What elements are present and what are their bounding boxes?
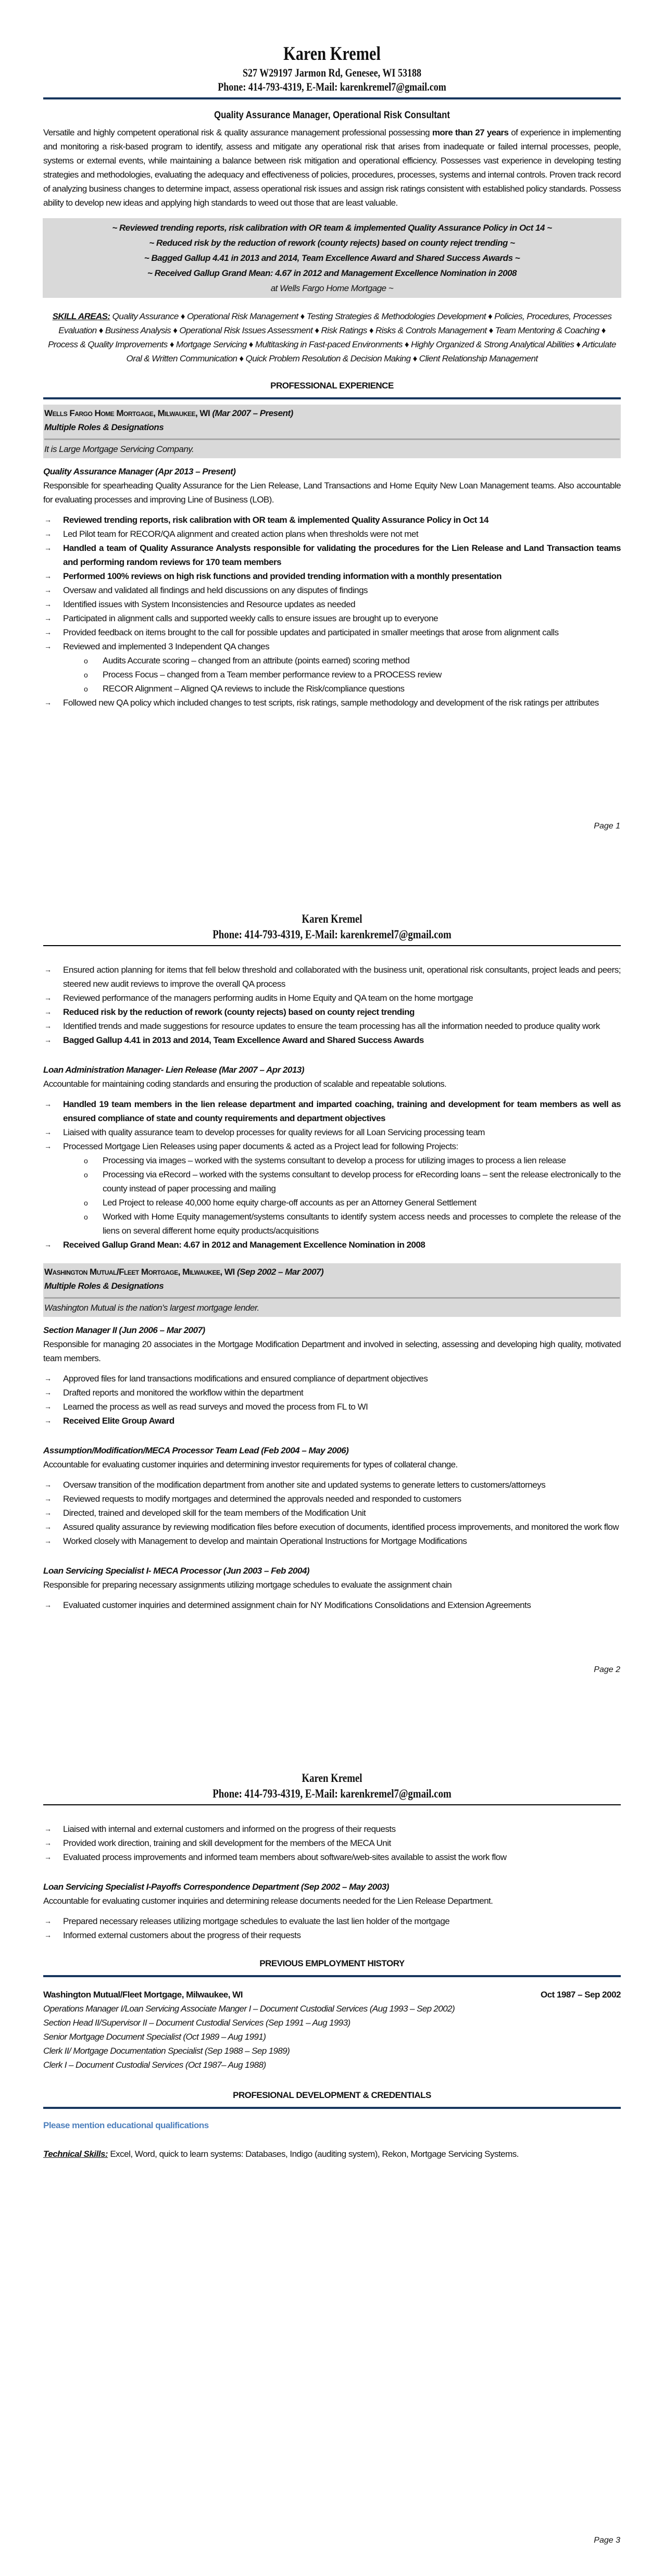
arrow-bullet-icon: → xyxy=(44,1402,52,1411)
bullet-item xyxy=(43,1414,621,1428)
bullet-item xyxy=(43,991,621,1005)
previous-role: Clerk I – Document Custodial Services (Oct 1987– Aug 1988) xyxy=(43,2060,266,2070)
bullet-item xyxy=(43,541,621,569)
arrow-bullet-icon: → xyxy=(44,1494,52,1503)
bullet-text: Informed external customers about the progress of their requests xyxy=(63,1930,301,1940)
bullet-text: Provided feedback on items brought to the call for possible updates and participated in smaller meetings that arose from alignment calls xyxy=(63,627,559,637)
candidate-name: Karen Kremel xyxy=(283,43,381,65)
arrow-bullet-icon: → xyxy=(44,544,52,552)
company-dates: (Mar 2007 – Present) xyxy=(212,408,293,418)
section-heading-previous: PREVIOUS EMPLOYMENT HISTORY xyxy=(259,1958,405,1968)
bullet-item xyxy=(43,597,621,611)
summary-paragraph xyxy=(43,125,621,210)
bullet-item xyxy=(43,1097,621,1125)
bullet-item xyxy=(43,1238,621,1252)
section-rule xyxy=(43,1975,621,1977)
company-name-text: Wells Fargo Home Mortgage, Milwaukee, WI xyxy=(44,408,210,418)
arrow-bullet-icon: → xyxy=(44,586,52,594)
bullet-text: Reviewed and implemented 3 Independent QA changes xyxy=(63,642,270,651)
page-number: Page 3 xyxy=(594,2536,620,2545)
section-rule xyxy=(43,397,621,399)
arrow-bullet-icon: → xyxy=(44,1537,52,1545)
page-3 xyxy=(0,1718,664,2576)
sub-bullet-item xyxy=(83,1210,621,1238)
bullet-text: Led Pilot team for RECOR/QA alignment and created action plans when thresholds were not met xyxy=(63,529,419,539)
arrow-bullet-icon: → xyxy=(44,1416,52,1425)
bullet-item xyxy=(43,569,621,583)
role-title: Quality Assurance Manager (Apr 2013 – Present) xyxy=(43,467,236,476)
bullet-text: Bagged Gallup 4.41 in 2013 and 2014, Team Excellence Award and Shared Success Awards xyxy=(63,1035,424,1045)
bullet-item xyxy=(43,1492,621,1506)
bullet-text: Approved files for land transactions modifications and ensured compliance of department objectives xyxy=(63,1374,428,1384)
bullet-item xyxy=(43,1386,621,1400)
bullet-item xyxy=(43,625,621,639)
highlight-item: ~ Bagged Gallup 4.41 in 2013 and 2014, Team Excellence Award and Shared Success Awards ~ xyxy=(144,253,520,263)
bullet-text: Provided work direction, training and skill development for the members of the MECA Unit xyxy=(63,1838,391,1848)
arrow-bullet-icon: → xyxy=(44,1839,52,1847)
highlight-tail: at Wells Fargo Home Mortgage ~ xyxy=(270,283,394,293)
section-rule xyxy=(43,2107,621,2109)
bullet-text: Drafted reports and monitored the workflow within the department xyxy=(63,1388,304,1398)
arrow-bullet-icon: → xyxy=(44,1008,52,1016)
bullet-text: Reviewed requests to modify mortgages and determined the approvals needed and responded to customers xyxy=(63,1494,461,1504)
bullet-item xyxy=(43,1850,621,1864)
sub-bullet-text: Worked with Home Equity management/systems consultants to identify system access needs and processes to complete the release of the liens on several different home equity products/acquisitions xyxy=(103,1212,621,1236)
bullet-list xyxy=(43,963,621,1047)
company-divider xyxy=(44,438,620,440)
bullet-item xyxy=(43,611,621,625)
arrow-bullet-icon: → xyxy=(44,1917,52,1925)
bullet-item xyxy=(43,1033,621,1047)
arrow-bullet-icon: → xyxy=(44,965,52,974)
bullet-text: Ensured action planning for items that fell below threshold and collaborated with the business unit, operational risk consultants, project leads and peers; steered new audit reviews to improve the overall QA process xyxy=(63,965,621,989)
summary-bold: more than 27 years xyxy=(432,128,509,137)
previous-employer-name: Washington Mutual/Fleet Mortgage, Milwaukee, WI xyxy=(43,1990,243,2000)
circle-bullet-icon: o xyxy=(84,671,88,679)
bullet-item xyxy=(43,1534,621,1548)
running-header-rule xyxy=(43,1804,621,1805)
bullet-list xyxy=(43,1372,621,1428)
sub-bullet-text: Led Project to release 40,000 home equity charge-off accounts as per an Attorney General Settlement xyxy=(103,1198,477,1208)
bullet-item xyxy=(43,1520,621,1534)
bullet-text: Evaluated customer inquiries and determined assignment chain for NY Modifications Consolidations and Extension Agreements xyxy=(63,1600,531,1610)
circle-bullet-icon: o xyxy=(84,685,88,693)
role-description: Responsible for preparing necessary assignments utilizing mortgage schedules to evaluate the assignment chain xyxy=(43,1580,452,1590)
bullet-text: Reduced risk by the reduction of rework (county rejects) based on county reject trending xyxy=(63,1007,415,1017)
sub-bullet-list xyxy=(63,1153,621,1238)
arrow-bullet-icon: → xyxy=(44,698,52,707)
bullet-text: Followed new QA policy which included changes to test scripts, risk ratings, sample methodology and development of the risk ratings per attributes xyxy=(63,698,599,708)
sub-bullet-item xyxy=(83,1167,621,1196)
highlight-item: ~ Received Gallup Grand Mean: 4.67 in 2012 and Management Excellence Nomination in 2008 xyxy=(147,268,517,278)
bullet-text: Received Gallup Grand Mean: 4.67 in 2012 and Management Excellence Nomination in 2008 xyxy=(63,1240,425,1250)
bullet-text: Liaised with internal and external customers and informed on the progress of their requests xyxy=(63,1824,396,1834)
bullet-list xyxy=(43,1478,621,1548)
bullet-item xyxy=(43,583,621,597)
sub-bullet-text: Processing via images – worked with the systems consultant to develop a process for utilizing images to process a lien release xyxy=(103,1155,566,1165)
arrow-bullet-icon: → xyxy=(44,1240,52,1249)
arrow-bullet-icon: → xyxy=(44,1022,52,1030)
arrow-bullet-icon: → xyxy=(44,628,52,636)
sub-bullet-text: Process Focus – changed from a Team member performance review to a PROCESS review xyxy=(103,670,442,680)
arrow-bullet-icon: → xyxy=(44,614,52,622)
company-subtitle: Multiple Roles & Designations xyxy=(44,1281,164,1291)
bullet-item xyxy=(43,1400,621,1414)
company-subtitle: Multiple Roles & Designations xyxy=(44,422,164,432)
candidate-address: S27 W29197 Jarmon Rd, Genesee, WI 53188 xyxy=(242,66,422,79)
arrow-bullet-icon: → xyxy=(44,642,52,650)
bullet-text: Identified issues with System Inconsistencies and Resource updates as needed xyxy=(63,599,356,609)
running-header-rule xyxy=(43,945,621,946)
bullet-text: Prepared necessary releases utilizing mortgage schedules to evaluate the last lien holder of the mortgage xyxy=(63,1916,450,1926)
skill-areas-label: SKILL AREAS: xyxy=(52,311,110,321)
role-description: Responsible for managing 20 associates in the Mortgage Modification Department and involved in selecting, assessing and developing high quality, motivated team members. xyxy=(43,1339,621,1363)
circle-bullet-icon: o xyxy=(84,1171,88,1179)
role-title: Assumption/Modification/MECA Processor Team Lead (Feb 2004 – May 2006) xyxy=(43,1446,349,1455)
company-description: Washington Mutual is the nation's largest mortgage lender. xyxy=(44,1303,259,1313)
previous-employer-dates: Oct 1987 – Sep 2002 xyxy=(540,1990,621,2000)
highlight-item: ~ Reduced risk by the reduction of rework (county rejects) based on county reject trending ~ xyxy=(149,238,515,248)
role-description: Accountable for evaluating customer inquiries and determining release documents needed for the Lien Release Department. xyxy=(43,1896,493,1906)
sub-bullet-text: Audits Accurate scoring – changed from an attribute (points earned) scoring method xyxy=(103,656,410,665)
sub-bullet-item xyxy=(83,1196,621,1210)
sub-bullet-text: RECOR Alignment – Aligned QA reviews to include the Risk/compliance questions xyxy=(103,684,405,694)
bullet-item xyxy=(43,1019,621,1033)
arrow-bullet-icon: → xyxy=(44,1931,52,1939)
bullet-text: Assured quality assurance by reviewing modification files before execution of documents, identified process improvements, and monitored the work flow xyxy=(63,1522,619,1532)
bullet-text: Oversaw and validated all findings and held discussions on any disputes of findings xyxy=(63,585,368,595)
bullet-list xyxy=(43,1097,621,1252)
highlights-box xyxy=(43,218,621,298)
bullet-item xyxy=(43,1478,621,1492)
role-description: Accountable for maintaining coding standards and ensuring the production of scalable and repeatable solutions. xyxy=(43,1079,447,1089)
company-box-wells-fargo xyxy=(43,405,621,458)
bullet-text: Oversaw transition of the modification department from another site and updated systems to generate letters to customers/attorneys xyxy=(63,1480,546,1490)
bullet-text: Learned the process as well as read surveys and moved the process from FL to WI xyxy=(63,1402,368,1412)
bullet-list xyxy=(43,513,621,710)
arrow-bullet-icon: → xyxy=(44,1142,52,1150)
section-heading-development: PROFESIONAL DEVELOPMENT & CREDENTIALS xyxy=(233,2090,431,2100)
arrow-bullet-icon: → xyxy=(44,1601,52,1609)
bullet-item xyxy=(43,1506,621,1520)
company-name-text: Washington Mutual/Fleet Mortgage, Milwaukee, WI xyxy=(44,1267,235,1277)
bullet-text: Reviewed performance of the managers performing audits in Home Equity and QA team on the home mortgage xyxy=(63,993,473,1003)
page-2 xyxy=(0,859,664,1718)
circle-bullet-icon: o xyxy=(84,1213,88,1221)
arrow-bullet-icon: → xyxy=(44,1853,52,1861)
company-box-washington-mutual xyxy=(43,1263,621,1317)
bullet-item xyxy=(43,527,621,541)
role-title: Loan Servicing Specialist I- MECA Processor (Jun 2003 – Feb 2004) xyxy=(43,1566,310,1576)
bullet-list xyxy=(43,1598,621,1612)
arrow-bullet-icon: → xyxy=(44,1825,52,1833)
arrow-bullet-icon: → xyxy=(44,1036,52,1044)
skill-areas xyxy=(43,309,621,366)
bullet-item xyxy=(43,1914,621,1928)
previous-employer xyxy=(43,1988,621,2002)
running-header-contact: Phone: 414-793-4319, E-Mail: karenkremel7@gmail.com xyxy=(212,1787,452,1800)
arrow-bullet-icon: → xyxy=(44,994,52,1002)
bullet-text: Received Elite Group Award xyxy=(63,1416,174,1426)
role-title: Loan Servicing Specialist I-Payoffs Correspondence Department (Sep 2002 – May 2003) xyxy=(43,1882,389,1892)
company-description: It is Large Mortgage Servicing Company. xyxy=(44,444,194,454)
bullet-item xyxy=(43,1836,621,1850)
bullet-text: Liaised with quality assurance team to develop processes for quality reviews for all Loan Servicing processing team xyxy=(63,1127,485,1137)
page-number: Page 2 xyxy=(594,1665,620,1674)
bullet-item xyxy=(43,1822,621,1836)
sub-bullet-item xyxy=(83,654,621,668)
bullet-item xyxy=(43,1005,621,1019)
sub-bullet-item xyxy=(83,1153,621,1167)
technical-skills-label: Technical Skills: xyxy=(43,2149,108,2159)
sub-bullet-item xyxy=(83,668,621,682)
bullet-text: Participated in alignment calls and supported weekly calls to ensure issues are brought up to everyone xyxy=(63,613,439,623)
bullet-item xyxy=(43,513,621,527)
role-description: Responsible for spearheading Quality Assurance for the Lien Release, Land Transactions and Home Equity New Loan Management teams. Also accountable for evaluating processes and improving Line of Business (LOB). xyxy=(43,481,621,505)
running-header-name: Karen Kremel xyxy=(302,912,362,925)
company-name xyxy=(44,1265,620,1279)
arrow-bullet-icon: → xyxy=(44,1523,52,1531)
role-title: Section Manager II (Jun 2006 – Mar 2007) xyxy=(43,1325,205,1335)
bullet-text: Worked closely with Management to develop and maintain Operational Instructions for Mortgage Modifications xyxy=(63,1536,467,1546)
bullet-item xyxy=(43,963,621,991)
arrow-bullet-icon: → xyxy=(44,516,52,524)
previous-role: Senior Mortgage Document Specialist (Oct 1989 – Aug 1991) xyxy=(43,2032,266,2042)
bullet-list xyxy=(43,1914,621,1942)
bullet-text: Handled a team of Quality Assurance Analysts responsible for validating the procedures for the Lien Release and Land Transaction teams and performing random reviews for 170 team members xyxy=(63,543,621,567)
candidate-contact: Phone: 414-793-4319, E-Mail: karenkremel7@gmail.com xyxy=(218,80,446,93)
technical-skills-text: Excel, Word, quick to learn systems: Databases, Indigo (auditing system), Rekon, Mortgage Servicing Systems. xyxy=(108,2149,519,2159)
page-1 xyxy=(0,0,664,859)
circle-bullet-icon: o xyxy=(84,1157,88,1165)
bullet-item xyxy=(43,1928,621,1942)
bullet-text: Performed 100% reviews on high risk functions and provided trending information with a monthly presentation xyxy=(63,571,502,581)
bullet-text: Handled 19 team members in the lien release department and imparted coaching, training and development for team members as well as ensured compliance of state and county requirements and department objectives xyxy=(63,1099,621,1123)
sub-bullet-item xyxy=(83,682,621,696)
arrow-bullet-icon: → xyxy=(44,1128,52,1136)
professional-title: Quality Assurance Manager, Operational Risk Consultant xyxy=(214,110,450,121)
arrow-bullet-icon: → xyxy=(44,1480,52,1489)
previous-role: Clerk II/ Mortgage Documentation Specialist (Sep 1988 – Sep 1989) xyxy=(43,2046,290,2056)
circle-bullet-icon: o xyxy=(84,1199,88,1207)
arrow-bullet-icon: → xyxy=(44,1374,52,1383)
bullet-text: Identified trends and made suggestions for resource updates to ensure the team processing has all the information needed to produce quality work xyxy=(63,1021,600,1031)
arrow-bullet-icon: → xyxy=(44,1100,52,1108)
company-divider xyxy=(44,1297,620,1299)
education-placeholder: Please mention educational qualifications xyxy=(43,2120,209,2130)
running-header-contact: Phone: 414-793-4319, E-Mail: karenkremel7@gmail.com xyxy=(212,928,452,941)
company-dates: (Sep 2002 – Mar 2007) xyxy=(236,1267,324,1277)
bullet-list xyxy=(43,1822,621,1864)
bullet-text: Directed, trained and developed skill for the team members of the Modification Unit xyxy=(63,1508,366,1518)
highlight-item: ~ Reviewed trending reports, risk calibration with OR team & implemented Quality Assurance Policy in Oct 14 ~ xyxy=(112,223,552,233)
bullet-item xyxy=(43,696,621,710)
arrow-bullet-icon: → xyxy=(44,572,52,580)
summary-text-rest: of experience in implementing and monitoring a risk-based program to identify, assess and mitigate any operational risk that arises from inadequate or failed internal processes, people, systems or external events, while maintaining a balance between risk mitigation and operational efficiency. Possesses vast experience in developing testing strategies and methodologies, evaluating the adequacy and effectiveness of policies, procedures, processes, systems and internal controls. Proven track record of analyzing business changes to determine impact, assess operational risk issues and assign risk ratings consistent with established policy standards. Possess ability to develop new ideas and applying high standards to weed out those that are least valuable. xyxy=(43,128,621,208)
bullet-text: Processed Mortgage Lien Releases using paper documents & acted as a Project lead for following Projects: xyxy=(63,1141,458,1151)
bullet-item xyxy=(43,1125,621,1139)
section-heading-experience: PROFESSIONAL EXPERIENCE xyxy=(270,381,394,391)
role-description: Accountable for evaluating customer inquiries and determining investor requirements for types of collateral change. xyxy=(43,1460,458,1469)
bullet-item xyxy=(43,1598,621,1612)
arrow-bullet-icon: → xyxy=(44,1509,52,1517)
bullet-item xyxy=(43,1372,621,1386)
company-name xyxy=(44,406,620,420)
arrow-bullet-icon: → xyxy=(44,530,52,538)
bullet-item xyxy=(43,1139,621,1238)
header-rule xyxy=(43,97,621,99)
previous-role: Operations Manager I/Loan Servicing Associate Manger I – Document Custodial Services (Aug 1993 – Sep 2002) xyxy=(43,2004,455,2014)
summary-text: Versatile and highly competent operational risk & quality assurance management professional possessing xyxy=(43,128,432,137)
sub-bullet-text: Processing via eRecord – worked with the systems consultant to develop process for eRecording loans – sent the release electronically to the county instead of paper processing and mailing xyxy=(103,1170,621,1193)
technical-skills xyxy=(43,2147,621,2161)
arrow-bullet-icon: → xyxy=(44,1388,52,1397)
skill-areas-text: Quality Assurance ♦ Operational Risk Management ♦ Testing Strategies & Methodologies Development ♦ Policies, Procedures, Processes Evaluation ♦ Business Analysis ♦ Operational Risk Issues Assessment ♦ Risk Ratings ♦ Risks & Controls Management ♦ Team Mentoring & Coaching ♦ Process & Quality Improvements ♦ Mortgage Servicing ♦ Multitasking in Fast-paced Environments ♦ Highly Organized & Strong Analytical Abilities ♦ Articulate Oral & Written Communication ♦ Quick Problem Resolution & Decision Making ♦ Client Relationship Management xyxy=(48,311,616,363)
previous-role: Section Head II/Supervisor II – Document Custodial Services (Sep 1991 – Aug 1993) xyxy=(43,2018,350,2028)
page-number: Page 1 xyxy=(594,822,620,831)
bullet-item xyxy=(43,639,621,696)
arrow-bullet-icon: → xyxy=(44,600,52,608)
circle-bullet-icon: o xyxy=(84,657,88,665)
sub-bullet-list xyxy=(63,654,621,696)
running-header-name: Karen Kremel xyxy=(302,1771,362,1785)
bullet-text: Evaluated process improvements and informed team members about software/web-sites available to assist the work flow xyxy=(63,1852,507,1862)
role-title: Loan Administration Manager- Lien Release (Mar 2007 – Apr 2013) xyxy=(43,1065,305,1075)
bullet-text: Reviewed trending reports, risk calibration with OR team & implemented Quality Assurance Policy in Oct 14 xyxy=(63,515,488,525)
